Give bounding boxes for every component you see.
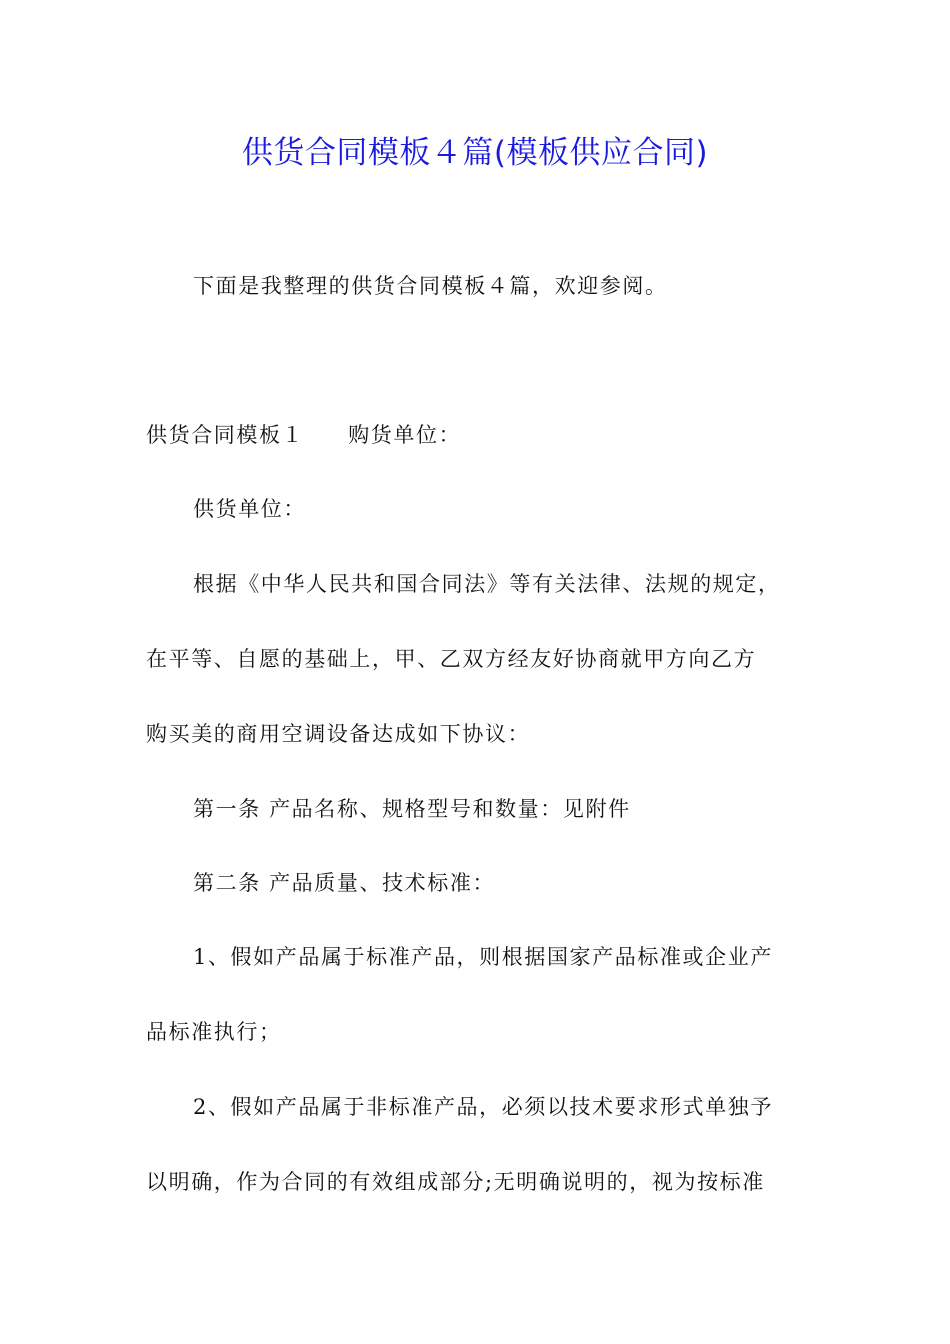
supplier-label: 供货单位： bbox=[193, 497, 306, 521]
item-1-line-1: 1、假如产品属于标准产品，则根据国家产品标准或企业产 bbox=[193, 945, 773, 969]
basis-paragraph-line-1: 根据《中华人民共和国合同法》等有关法律、法规的规定， bbox=[193, 572, 781, 596]
purchaser-label: 购货单位： bbox=[348, 423, 462, 447]
document-title: 供货合同模板４篇(模板供应合同) bbox=[241, 135, 709, 171]
item-2-line-1: 2、假如产品属于非标准产品，必须以技术要求形式单独予 bbox=[193, 1095, 773, 1119]
article-2: 第二条 产品质量、技术标准： bbox=[193, 871, 496, 895]
basis-paragraph-line-2: 在平等、自愿的基础上，甲、乙双方经友好协商就甲方向乙方 bbox=[146, 647, 757, 671]
section-heading: 供货合同模板１ bbox=[146, 423, 305, 447]
section-heading-line bbox=[146, 415, 826, 455]
basis-paragraph-line-3: 购买美的商用空调设备达成如下协议： bbox=[146, 722, 531, 746]
intro-paragraph: 下面是我整理的供货合同模板４篇，欢迎参阅。 bbox=[193, 274, 668, 298]
item-1-line-2: 品标准执行； bbox=[146, 1020, 282, 1044]
article-1: 第一条 产品名称、规格型号和数量：见附件 bbox=[193, 797, 631, 821]
item-2-line-2: 以明确，作为合同的有效组成部分;无明确说明的，视为按标准 bbox=[146, 1170, 765, 1194]
